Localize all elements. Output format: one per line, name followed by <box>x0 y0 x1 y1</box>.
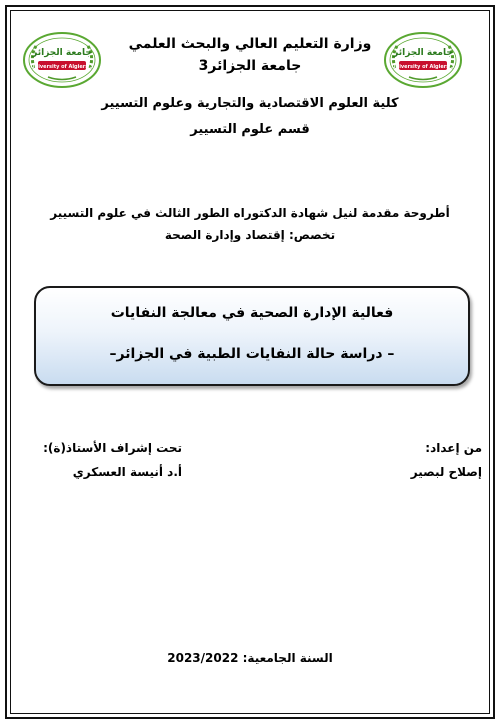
university-name: جامعة الجزائر3 <box>198 58 302 74</box>
prepared-by-label: من إعداد: <box>425 441 482 455</box>
logo-latin-name: University of Algiers 3 <box>391 64 455 70</box>
ministry-name: وزارة التعليم العالي والبحث العلمي <box>128 36 372 52</box>
thesis-degree: أطروحة مقدمة لنيل شهادة الدكتوراه الطور الثالث في علوم التسيير <box>50 206 450 220</box>
department-name: قسم علوم التسيير <box>190 122 310 137</box>
thesis-title-box <box>34 286 470 386</box>
thesis-subtitle: – دراسة حالة النفايات الطبية في الجزائر– <box>109 346 395 362</box>
logo-arabic-name: جامعة الجزائر <box>32 48 92 58</box>
logo-arabic-name: جامعة الجزائر <box>393 48 453 58</box>
supervisor-name: أ.د أنيسة العسكري <box>72 465 182 479</box>
thesis-title: فعالية الإدارة الصحية في معالجة النفايات <box>110 305 394 321</box>
supervisor-label: تحت إشراف الأستاذ(ة): <box>43 441 182 455</box>
academic-year: السنة الجامعية: 2023/2022 <box>167 651 333 665</box>
thesis-specialty: تخصص: إقتصاد وإدارة الصحة <box>164 228 336 242</box>
student-name: إصلاح لبصير <box>410 465 482 479</box>
logo-latin-name: University of Algiers 3 <box>30 64 94 70</box>
faculty-name: كلية العلوم الاقتصادية والتجارية وعلوم التسيير <box>101 96 399 111</box>
